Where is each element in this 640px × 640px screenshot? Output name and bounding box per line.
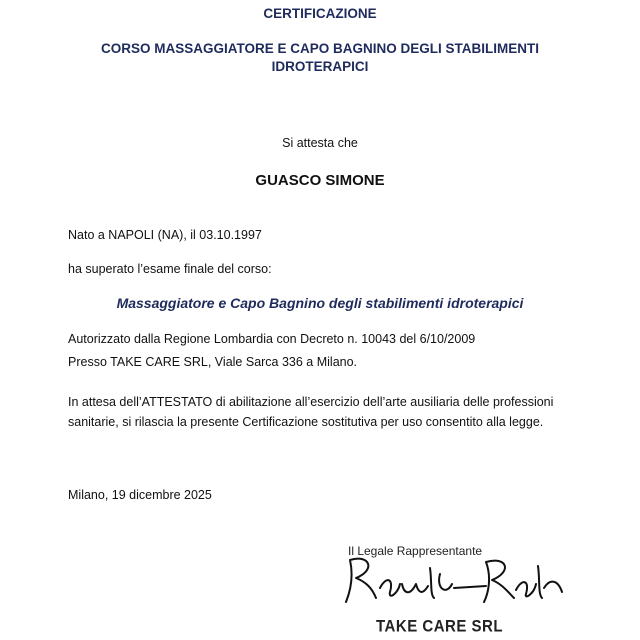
certification-note: In attesa dell’ATTESTATO di abilitazione all’esercizio dell’arte ausiliaria delle professioni sanitarie, si rilascia la presente Certificazione sostitutiva per uso consentito alla legge. <box>68 395 554 429</box>
document-title: CERTIFICAZIONE <box>263 6 377 21</box>
company-stamp: TAKE CARE SRL <box>376 617 504 636</box>
course-name: Massaggiatore e Capo Bagnino degli stabilimenti idroterapici <box>116 295 524 311</box>
course-heading <box>60 40 580 76</box>
authorization-text: Autorizzato dalla Regione Lombardia con Decreto n. 10043 del 6/10/2009 <box>68 332 476 346</box>
course-heading-line1: CORSO MASSAGGIATORE E CAPO BAGNINO DEGLI STABILIMENTI <box>100 41 540 56</box>
exam-passed-text: ha superato l’esame finale del corso: <box>68 262 272 276</box>
course-heading-line2: IDROTERAPICI <box>271 59 369 74</box>
signature-label: Il Legale Rappresentante <box>348 544 483 558</box>
signature-block <box>336 540 576 640</box>
attestation-text: Si attesta che <box>282 136 358 150</box>
date-place: Milano, 19 dicembre 2025 <box>68 488 212 502</box>
recipient-name: GUASCO SIMONE <box>255 172 385 189</box>
location-text: Presso TAKE CARE SRL, Viale Sarca 336 a Milano. <box>68 355 358 369</box>
birth-info: Nato a NAPOLI (NA), il 03.10.1997 <box>68 228 262 242</box>
